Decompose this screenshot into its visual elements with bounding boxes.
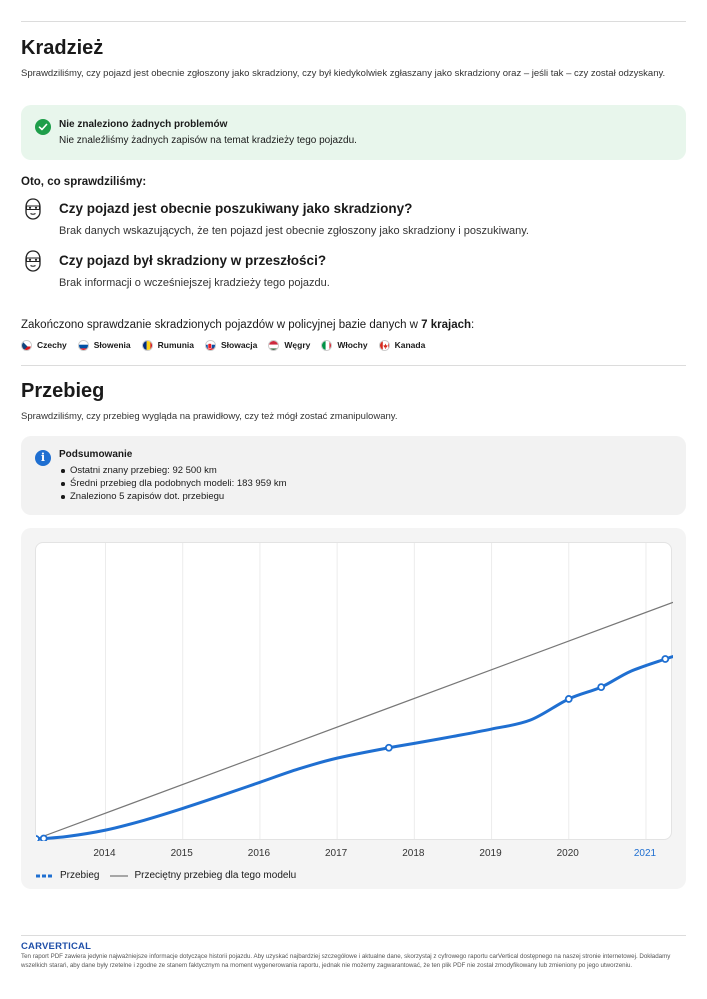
thief-mask-icon [24,250,42,272]
x-tick-label: 2015 [170,848,193,859]
flag-canada-icon [379,340,390,351]
legend-item-average [109,870,296,881]
x-tick-label: 2016 [247,848,271,859]
data-point [386,745,392,751]
data-point [36,836,39,841]
flag-hungary-icon [268,340,279,351]
list-item: Średni przebieg dla podobnych modeli: 183 959 km [59,477,287,490]
mileage-description: Sprawdziliśmy, czy przebieg wygląda na prawidłowy, czy też mógł zostać zmanipulowany. [21,411,398,422]
flag-slovenia-icon [78,340,89,351]
theft-description: Sprawdziliśmy, czy pojazd jest obecnie zgłoszony jako skradziony, czy był kiedykolwiek zgłaszany jako skradziony oraz – jeśli tak – czy został odzyskany. [21,68,666,79]
legend-average-label: Przeciętny przebieg dla tego modelu [134,870,297,881]
mileage-chart-card [21,528,686,889]
flag-slovakia-icon [205,340,216,351]
legend-item-mileage [35,870,99,881]
legend-mileage-swatch [35,872,55,880]
x-tick-label: 2017 [325,848,348,859]
country-hungary: Węgry [268,340,310,351]
footer-disclaimer: Ten raport PDF zawiera jedynie najważniejsze informacje dotyczące historii pojazdu. Aby uzyskać najbardziej szczegółowe i aktualne dane, skorzystaj z cyfrowego raportu carVertical dostępnego na naszej stronie internetowej. Dokładamy wszelkich starań, aby dane były rzetelne i zgodne ze stanem faktycznym na moment wygenerowania raportu, jednak nie możemy zagwarantować, że ten plik PDF nie został zmodyfikowany lub zmieniony po jego utworzeniu. [21,953,671,969]
flag-italy-icon [321,340,332,351]
question-current-theft-text: Brak danych wskazujących, że ten pojazd jest obecnie zgłoszony jako skradziony i poszukiwany. [59,225,529,237]
mileage-chart-area [35,542,672,840]
question-past-theft-title: Czy pojazd był skradziony w przeszłości? [59,253,327,268]
country-slovakia: Słowacja [205,340,257,351]
country-czech: Czechy [21,340,67,351]
mileage-chart [36,543,673,841]
footer-divider [21,935,686,936]
countries-label-suffix: : [471,319,475,331]
checked-title: Oto, co sprawdziliśmy: [21,176,147,188]
data-point [662,656,668,662]
x-tick-label: 2021 [633,848,657,859]
info-icon: i [35,450,51,466]
countries-label-prefix: Zakończono sprawdzanie skradzionych pojazdów w policyjnej bazie danych w [21,319,418,331]
mileage-summary-list [59,464,287,503]
question-current-theft-title: Czy pojazd jest obecnie poszukiwany jako skradziony? [59,201,413,216]
check-circle-icon [35,119,51,135]
theft-status-box [21,105,686,160]
mileage-summary-box [21,436,686,515]
flag-romania-icon [142,340,153,351]
x-tick-label: 2020 [556,848,579,859]
flag-czech-icon [21,340,32,351]
x-tick-label: 2018 [402,848,425,859]
countries-label-count: 7 krajach [421,319,472,331]
list-item: Znaleziono 5 zapisów dot. przebiegu [59,490,287,503]
series-line-average [36,602,673,839]
theft-status-text: Nie znaleźliśmy żadnych zapisów na temat kradzieży tego pojazdu. [59,135,357,146]
chart-legend [35,870,306,881]
question-past-theft-text: Brak informacji o wcześniejszej kradzieży tego pojazdu. [59,277,330,289]
country-canada: Kanada [379,340,426,351]
carvertical-logo: CARVERTICAL [21,941,92,952]
section-divider [21,365,686,366]
top-divider [21,21,686,22]
theft-status-title: Nie znaleziono żadnych problemów [59,119,228,130]
countries-list [21,338,436,352]
data-point [598,684,604,690]
country-italy: Włochy [321,340,367,351]
theft-section-title: Kradzież [21,37,104,59]
thief-mask-icon [24,198,42,220]
countries-label [21,319,474,331]
mileage-summary-title: Podsumowanie [59,449,133,460]
country-slovenia: Słowenia [78,340,131,351]
list-item: Ostatni znany przebieg: 92 500 km [59,464,287,477]
legend-mileage-label: Przebieg [60,870,100,881]
data-point [566,696,572,702]
data-point [41,836,47,841]
mileage-section-title: Przebieg [21,380,105,402]
country-romania: Rumunia [142,340,194,351]
series-line-mileage [36,657,673,839]
x-tick-label: 2014 [93,848,116,859]
legend-average-swatch [109,872,129,880]
x-tick-label: 2019 [479,848,502,859]
